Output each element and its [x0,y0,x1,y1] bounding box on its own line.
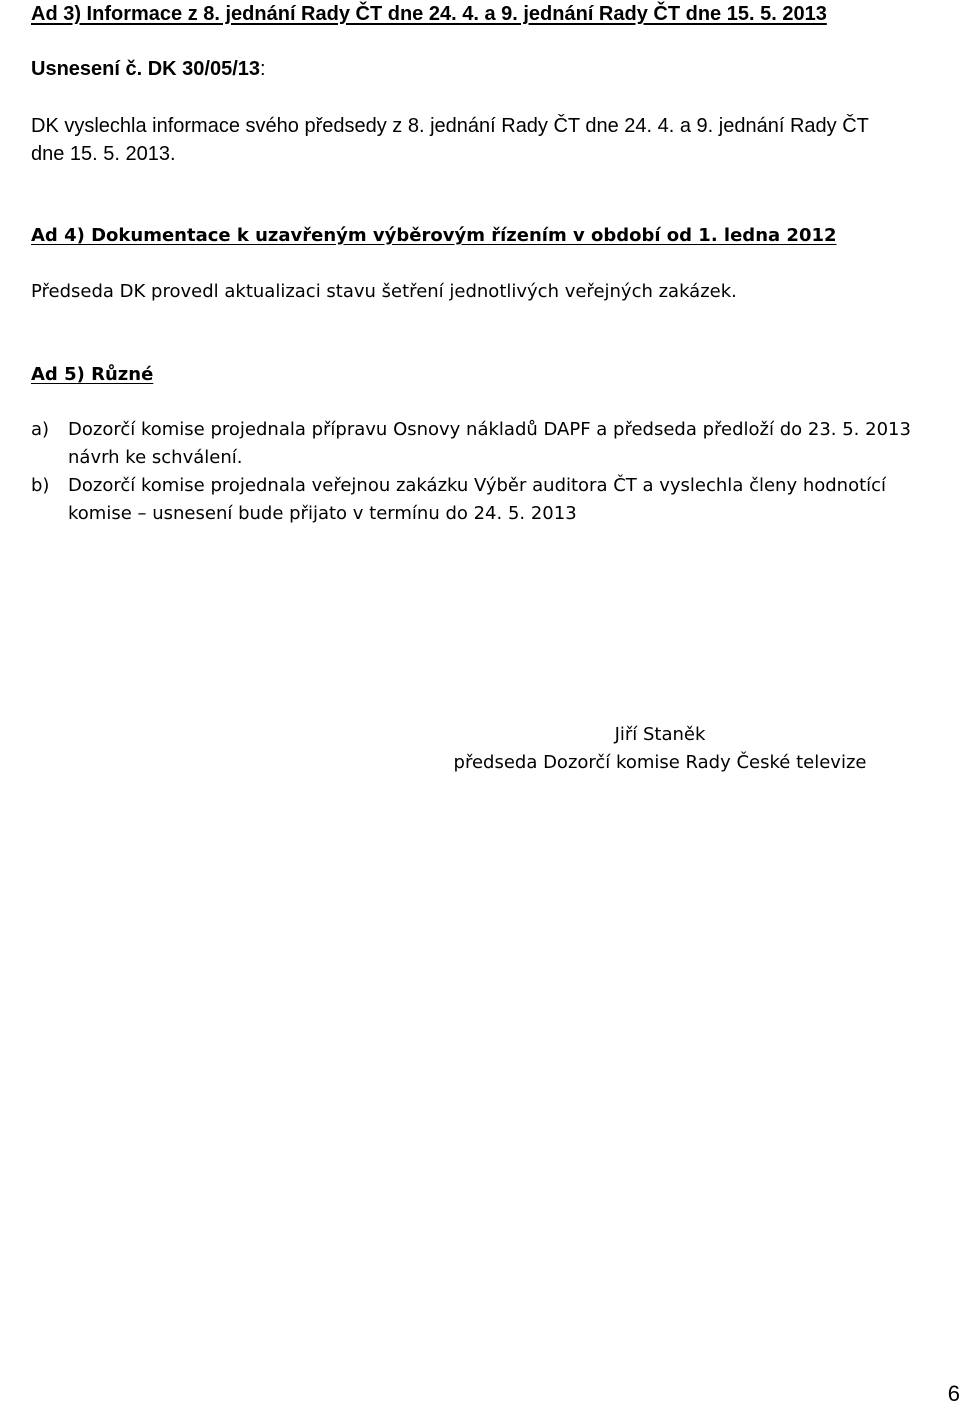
list-item-text: Dozorčí komise projednala přípravu Osnovy nákladů DAPF a předseda předloží do 23. 5. 2013 návrh ke schválení. [68,419,911,468]
list-item-a [31,416,936,472]
section-5-heading: Ad 5) Různé [31,364,154,385]
list-item-marker: a) [31,419,50,440]
list-item-marker: b) [31,475,50,496]
resolution-number [31,55,266,83]
section-3-body-line-2: dne 15. 5. 2013. [31,143,176,165]
section-4-heading: Ad 4) Dokumentace k uzavřeným výběrovým řízením v období od 1. ledna 2012 [31,225,837,246]
list-item-b [31,472,936,528]
signature-name: Jiří Staněk [614,724,706,745]
list-item-text: Dozorčí komise projednala veřejnou zakázku Výběr auditora ČT a vyslechla členy hodnotící komise – usnesení bude přijato v termínu do 24. 5. 2013 [68,475,887,524]
section-4-body: Předseda DK provedl aktualizaci stavu šetření jednotlivých veřejných zakázek. [31,281,737,302]
signature-title: předseda Dozorčí komise Rady České televize [453,752,867,773]
section-3-heading: Ad 3) Informace z 8. jednání Rady ČT dne 24. 4. a 9. jednání Rady ČT dne 15. 5. 2013 [31,3,827,25]
page-number: 6 [947,1381,960,1406]
resolution-number-label: Usnesení č. DK 30/05/13 [31,58,261,80]
resolution-number-colon: : [260,58,266,80]
section-3-body-line-1: DK vyslechla informace svého předsedy z 8. jednání Rady ČT dne 24. 4. a 9. jednání Rady ČT [31,115,869,137]
